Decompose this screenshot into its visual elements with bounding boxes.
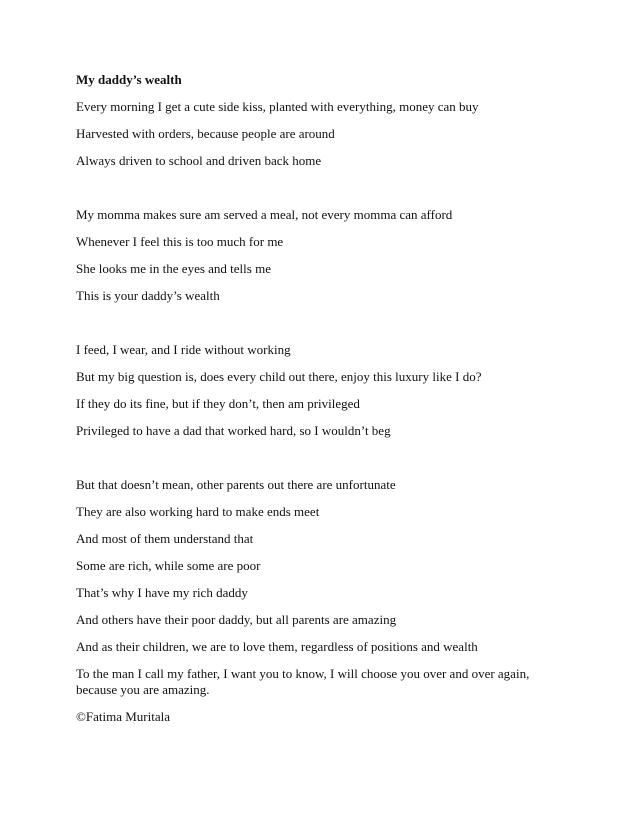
poem-title: My daddy’s wealth — [76, 72, 182, 87]
poem-line: Always driven to school and driven back home — [76, 153, 322, 168]
poem-line: I feed, I wear, and I ride without working — [76, 342, 291, 357]
poem-line: This is your daddy’s wealth — [76, 288, 220, 303]
poem-line: That’s why I have my rich daddy — [76, 585, 248, 600]
poem-line: Whenever I feel this is too much for me — [76, 234, 284, 249]
poem-line: Every morning I get a cute side kiss, planted with everything, money can buy — [76, 99, 479, 114]
poem-line: Privileged to have a dad that worked hard, so I wouldn’t beg — [76, 423, 391, 438]
poem-line: If they do its fine, but if they don’t, then am privileged — [76, 396, 360, 411]
poem-line: They are also working hard to make ends meet — [76, 504, 320, 519]
poem-line: But my big question is, does every child out there, enjoy this luxury like I do? — [76, 369, 482, 384]
signature: ©Fatima Muritala — [76, 709, 170, 724]
poem-line: And as their children, we are to love them, regardless of positions and wealth — [76, 639, 478, 654]
poem-body — [76, 72, 566, 725]
poem-line: And most of them understand that — [76, 531, 254, 546]
poem-line: Harvested with orders, because people are around — [76, 126, 335, 141]
closing-paragraph: To the man I call my father, I want you to know, I will choose you over and over again, because you are amazing. — [76, 666, 530, 697]
poem-line: And others have their poor daddy, but all parents are amazing — [76, 612, 397, 627]
poem-line: My momma makes sure am served a meal, not every momma can afford — [76, 207, 453, 222]
poem-line: Some are rich, while some are poor — [76, 558, 261, 573]
poem-line: She looks me in the eyes and tells me — [76, 261, 271, 276]
poem-line: But that doesn’t mean, other parents out there are unfortunate — [76, 477, 396, 492]
